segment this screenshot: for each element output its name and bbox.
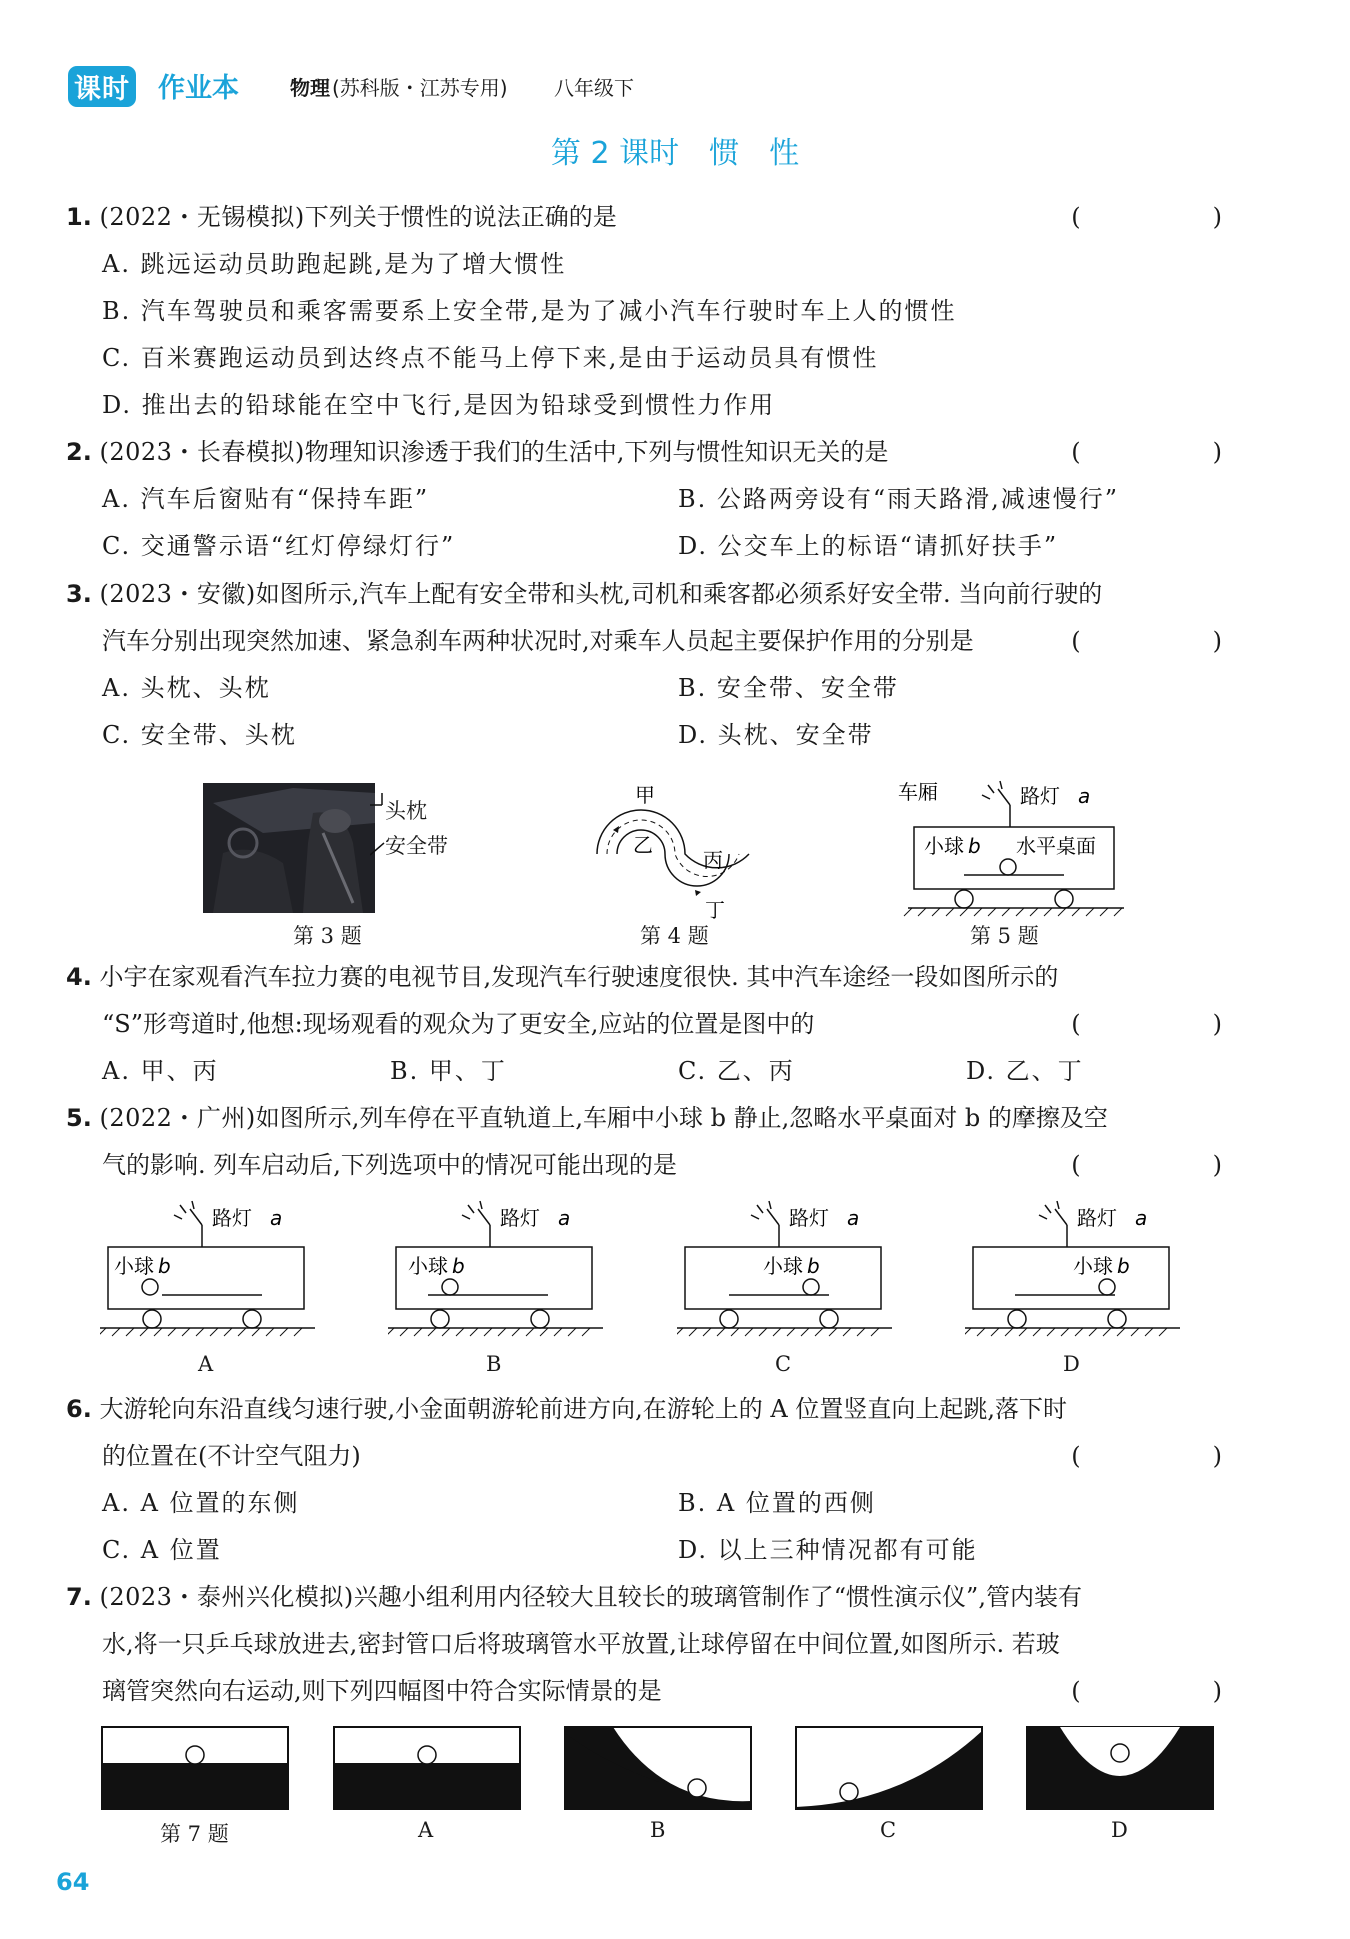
question-number: 7. [66, 1583, 92, 1611]
lamp-ray [480, 1201, 482, 1209]
option: A. 汽车后窗贴有“保持车距” [102, 485, 430, 513]
answer-blank[interactable]: ( ) [1071, 1151, 1250, 1179]
option: B. 公路两旁设有“雨天路滑,减速慢行” [678, 485, 1120, 513]
label-ball: 小球 [408, 1254, 448, 1278]
train-figure-caption: A [198, 1352, 214, 1376]
question-stem: 如图所示,汽车上配有安全带和头枕,司机和乘客都必须系好安全带. 当向前行驶的 [255, 580, 1103, 608]
ground-hatch [498, 1328, 506, 1336]
question-stem-line: 的位置在(不计空气阻力) [102, 1442, 361, 1470]
option: B. 汽车驾驶员和乘客需要系上安全带,是为了减小汽车行驶时车上人的惯性 [102, 297, 957, 325]
ground-hatch [126, 1328, 134, 1336]
option: C. 安全带、头枕 [102, 721, 297, 749]
grade: 八年级下 [554, 76, 634, 100]
option: D. 公交车上的标语“请抓好扶手” [678, 532, 1059, 560]
ground-hatch [512, 1328, 520, 1336]
answer-blank[interactable]: ( ) [1071, 1442, 1250, 1470]
question-stem: 如图所示,列车停在平直轨道上,车厢中小球 b 静止,忽略水平桌面对 b 的摩擦及空 [255, 1104, 1108, 1132]
wheel [431, 1310, 449, 1328]
label-carriage: 车厢 [898, 780, 938, 804]
lamp-arm [190, 1209, 202, 1225]
ground-hatch [843, 1328, 851, 1336]
option: B. A 位置的西侧 [678, 1489, 876, 1517]
wheel [243, 1310, 261, 1328]
ground-hatch [294, 1328, 302, 1336]
ground-hatch [1019, 1328, 1027, 1336]
question-5 [66, 1101, 1108, 1135]
label-jia: 甲 [635, 783, 655, 807]
ground-hatch [568, 1328, 576, 1336]
ground-hatch [112, 1328, 120, 1336]
lamp-ray [462, 1215, 470, 1219]
question-stem: 下列关于惯性的说法正确的是 [304, 203, 617, 231]
ground-hatch [677, 1328, 683, 1336]
figure-4-caption: 第 4 题 [640, 924, 709, 948]
answer-blank[interactable]: ( ) [1071, 1677, 1250, 1705]
label-ball: 小球 [114, 1254, 154, 1278]
label-lamp: 路灯 [1020, 784, 1060, 808]
ground-hatch [1061, 1328, 1069, 1336]
train-figure-b [388, 1195, 603, 1355]
question-stem-line: 汽车分别出现突然加速、紧急刹车两种状况时,对乘车人员起主要保护作用的分别是 [102, 627, 974, 655]
question-stem: 兴趣小组利用内径较大且较长的玻璃管制作了“惯性演示仪”,管内装有 [353, 1583, 1082, 1611]
label-ball: 小球 [924, 834, 964, 858]
question-number: 4. [66, 963, 92, 991]
lamp-arm [767, 1209, 779, 1225]
label-lamp-var: a [847, 1206, 860, 1230]
ground-hatch [210, 1328, 218, 1336]
lamp-ray [1057, 1201, 1059, 1209]
figure-3-photo [203, 783, 375, 913]
tube-figure-c [794, 1725, 984, 1815]
question-number: 2. [66, 438, 92, 466]
wheel [531, 1310, 549, 1328]
tube-figure-b [563, 1725, 753, 1815]
figure-7-option-caption: C [880, 1818, 897, 1842]
option: A. 甲、丙 [102, 1057, 219, 1085]
figure-7-option-caption: B [650, 1818, 666, 1842]
train-figure-caption: D [1063, 1352, 1080, 1376]
ground-hatch [1117, 1328, 1125, 1336]
label-lamp: 路灯 [212, 1206, 252, 1230]
ground-hatch [1047, 1328, 1055, 1336]
lamp-arm [1055, 1209, 1067, 1225]
ground-hatch [388, 1328, 394, 1336]
label-headrest: 头枕 [385, 799, 427, 823]
wheel [820, 1310, 838, 1328]
ground-hatch [470, 1328, 478, 1336]
question-stem-line: “S”形弯道时,他想:现场观看的观众为了更安全,应站的位置是图中的 [102, 1010, 815, 1038]
option: B. 甲、丁 [390, 1057, 507, 1085]
ball-b [803, 1279, 819, 1295]
question-source: (2023・安徽) [99, 580, 256, 608]
ground-hatch [414, 1328, 422, 1336]
figure-5-caption: 第 5 题 [970, 924, 1039, 948]
ground-hatch [1103, 1328, 1111, 1336]
figure-3-caption: 第 3 题 [293, 924, 362, 948]
ground-hatch [703, 1328, 711, 1336]
option: A. A 位置的东侧 [102, 1489, 300, 1517]
lamp-ray [192, 1201, 194, 1209]
ground-hatch [1089, 1328, 1097, 1336]
ground-hatch [280, 1328, 288, 1336]
figure-7-caption: 第 7 题 [160, 1822, 229, 1846]
edition: (苏科版・江苏专用) [332, 76, 508, 100]
train-figure-d [965, 1195, 1180, 1355]
series-name: 作业本 [158, 73, 239, 104]
label-lamp-var: a [1135, 1206, 1148, 1230]
question-6 [66, 1392, 1067, 1426]
label-lamp-var: a [558, 1206, 571, 1230]
ground-hatch [1075, 1328, 1083, 1336]
label-ding: 丁 [705, 898, 725, 922]
train-figure-caption: B [486, 1352, 502, 1376]
answer-blank[interactable]: ( ) [1071, 438, 1250, 466]
ground-hatch [991, 1328, 999, 1336]
label-ball-var: b [452, 1254, 465, 1278]
ground-hatch [442, 1328, 450, 1336]
answer-blank[interactable]: ( ) [1071, 1010, 1250, 1038]
lamp-ray [1045, 1205, 1051, 1213]
ball-b [442, 1279, 458, 1295]
option: C. 乙、丙 [678, 1057, 795, 1085]
ground-hatch [1145, 1328, 1153, 1336]
ground-hatch [731, 1328, 739, 1336]
tube-figure-original [100, 1725, 290, 1815]
answer-blank[interactable]: ( ) [1071, 203, 1250, 231]
label-bing: 丙 [703, 848, 723, 872]
ground-hatch [1131, 1328, 1139, 1336]
lamp-ray [1039, 1215, 1047, 1219]
carriage [973, 1247, 1169, 1309]
question-source: (2023・泰州兴化模拟) [99, 1583, 354, 1611]
option: D. 乙、丁 [966, 1057, 1084, 1085]
label-lamp-var: a [1078, 784, 1091, 808]
question-1 [66, 200, 617, 234]
figure-7-option-caption: D [1111, 1818, 1128, 1842]
option: A. 跳远运动员助跑起跳,是为了增大惯性 [102, 250, 567, 278]
label-ball-var: b [158, 1254, 171, 1278]
question-stem-line: 水,将一只乒乓球放进去,密封管口后将玻璃管水平放置,让球停留在中间位置,如图所示. 若玻 [102, 1630, 1060, 1658]
question-number: 3. [66, 580, 92, 608]
ground-hatch [801, 1328, 809, 1336]
ground-hatch [759, 1328, 767, 1336]
option: A. 头枕、头枕 [102, 674, 271, 702]
ground-hatch [787, 1328, 795, 1336]
question-source: (2022・广州) [99, 1104, 256, 1132]
question-7 [66, 1580, 1082, 1614]
question-source: (2022・无锡模拟) [99, 203, 305, 231]
figure-5-train [898, 775, 1138, 920]
option: D. 以上三种情况都有可能 [678, 1536, 978, 1564]
label-lamp: 路灯 [500, 1206, 540, 1230]
train-figure-caption: C [775, 1352, 792, 1376]
question-stem: 小宇在家观看汽车拉力赛的电视节目,发现汽车行驶速度很快. 其中汽车途经一段如图所示的 [99, 963, 1059, 991]
option: D. 推出去的铅球能在空中飞行,是因为铅球受到惯性力作用 [102, 391, 776, 419]
ground-hatch [266, 1328, 274, 1336]
ground-hatch [224, 1328, 232, 1336]
ground-hatch [154, 1328, 162, 1336]
ground-hatch [182, 1328, 190, 1336]
ground-hatch [1159, 1328, 1167, 1336]
page-number: 64 [56, 1868, 90, 1896]
ground-hatch [428, 1328, 436, 1336]
ground-hatch [689, 1328, 697, 1336]
lamp-ray [468, 1205, 474, 1213]
label-seatbelt: 安全带 [385, 834, 448, 858]
lamp-ray [180, 1205, 186, 1213]
logo: 课时 [68, 66, 136, 107]
lamp-ray [757, 1205, 763, 1213]
ball-b [1099, 1279, 1115, 1295]
question-stem-line: 璃管突然向右运动,则下列四幅图中符合实际情景的是 [102, 1677, 662, 1705]
label-ball: 小球 [763, 1254, 803, 1278]
question-number: 1. [66, 203, 92, 231]
label-lamp: 路灯 [789, 1206, 829, 1230]
tube-figure-a [332, 1725, 522, 1815]
ground-hatch [252, 1328, 260, 1336]
ground-hatch [857, 1328, 865, 1336]
lamp-ray [751, 1215, 759, 1219]
wheel [720, 1310, 738, 1328]
option: C. A 位置 [102, 1536, 222, 1564]
ball-b [142, 1279, 158, 1295]
label-ball-var: b [807, 1254, 820, 1278]
figure-4-s-curve [585, 772, 765, 922]
label-yi: 乙 [633, 833, 653, 857]
train-figure-a [100, 1195, 315, 1355]
ground-hatch [540, 1328, 548, 1336]
page-title: 第 2 课时 惯 性 [550, 136, 800, 171]
question-2 [66, 435, 888, 469]
ground-hatch [168, 1328, 176, 1336]
label-ball: 小球 [1073, 1254, 1113, 1278]
car-interior-illustration [203, 783, 375, 913]
ground-hatch [456, 1328, 464, 1336]
option: C. 交通警示语“红灯停绿灯行” [102, 532, 456, 560]
ground-hatch [526, 1328, 534, 1336]
ground-hatch [815, 1328, 823, 1336]
lamp-arm [478, 1209, 490, 1225]
ground-hatch [1033, 1328, 1041, 1336]
option: B. 安全带、安全带 [678, 674, 899, 702]
ground-hatch [238, 1328, 246, 1336]
ground-hatch [717, 1328, 725, 1336]
question-stem-line: 气的影响. 列车启动后,下列选项中的情况可能出现的是 [102, 1151, 677, 1179]
label-lamp-var: a [270, 1206, 283, 1230]
ground-hatch [140, 1328, 148, 1336]
ground-hatch [773, 1328, 781, 1336]
ground-hatch [965, 1328, 971, 1336]
ground-hatch [1005, 1328, 1013, 1336]
ground-hatch [829, 1328, 837, 1336]
question-3 [66, 577, 1102, 611]
header [68, 64, 768, 104]
tube-figure-d [1025, 1725, 1215, 1815]
ground-hatch [745, 1328, 753, 1336]
question-number: 6. [66, 1395, 92, 1423]
option: C. 百米赛跑运动员到达终点不能马上停下来,是由于运动员具有惯性 [102, 344, 879, 372]
train-figure-c [677, 1195, 892, 1355]
wheel [1008, 1310, 1026, 1328]
question-stem: 物理知识渗透于我们的生活中,下列与惯性知识无关的是 [304, 438, 889, 466]
ground-hatch [400, 1328, 408, 1336]
ground-hatch [977, 1328, 985, 1336]
ground-hatch [582, 1328, 590, 1336]
question-number: 5. [66, 1104, 92, 1132]
ground-hatch [100, 1328, 106, 1336]
ground-hatch [196, 1328, 204, 1336]
ground-hatch [554, 1328, 562, 1336]
wheel [1108, 1310, 1126, 1328]
question-source: (2023・长春模拟) [99, 438, 305, 466]
subject: 物理 [290, 76, 330, 100]
ground-hatch [871, 1328, 879, 1336]
figure-7-option-caption: A [418, 1818, 434, 1842]
label-table: 水平桌面 [1016, 834, 1096, 858]
question-4 [66, 960, 1058, 994]
question-stem: 大游轮向东沿直线匀速行驶,小金面朝游轮前进方向,在游轮上的 A 位置竖直向上起跳,落下时 [99, 1395, 1067, 1423]
lamp-ray [174, 1215, 182, 1219]
lamp-ray [769, 1201, 771, 1209]
option: D. 头枕、安全带 [678, 721, 874, 749]
wheel [143, 1310, 161, 1328]
label-lamp: 路灯 [1077, 1206, 1117, 1230]
label-ball-var: b [1117, 1254, 1130, 1278]
ground-hatch [484, 1328, 492, 1336]
label-ball-var: b [968, 834, 981, 858]
answer-blank[interactable]: ( ) [1071, 627, 1250, 655]
